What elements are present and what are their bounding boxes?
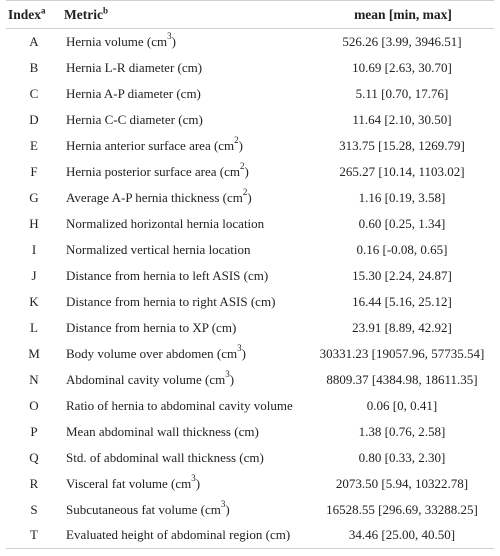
mean-column-header: mean [min, max]	[354, 6, 452, 22]
unit-exponent: 3	[191, 473, 196, 484]
row-metric: Mean abdominal wall thickness (cm)	[66, 423, 259, 439]
row-value: 23.91 [8.89, 42.92]	[352, 319, 452, 335]
row-metric: Body volume over abdomen $(cm^3)$	[66, 343, 246, 361]
row-value: 0.16 [-0.08, 0.65]	[356, 241, 448, 257]
row-metric: Distance from hernia to right ASIS (cm)	[66, 293, 276, 309]
row-index: E	[30, 137, 38, 153]
row-index: J	[31, 267, 37, 283]
table-row	[6, 107, 494, 133]
row-metric: Normalized vertical hernia location	[66, 241, 251, 257]
row-index: A	[29, 33, 39, 49]
row-value: 30331.23 [19057.96, 57735.54]	[319, 345, 485, 361]
table-row	[6, 393, 494, 419]
table-row	[6, 367, 494, 393]
row-metric: Subcutaneous fat volume $(cm^3)$	[66, 499, 230, 517]
row-metric: Hernia anterior surface area $(cm^2)$	[66, 135, 244, 153]
row-value: 34.46 [25.00, 40.50]	[348, 527, 456, 543]
row-index: G	[29, 189, 39, 205]
table-row	[6, 55, 494, 81]
row-value: 1.16 [0.19, 3.58]	[358, 189, 446, 205]
metrics-table	[6, 0, 494, 549]
table-row	[6, 445, 494, 471]
table-row	[6, 237, 494, 263]
row-value: 526.26 [3.99, 3946.51]	[342, 33, 462, 49]
unit-exponent: 3	[225, 369, 230, 380]
metric-footnote-marker: b	[102, 5, 108, 15]
table-row	[6, 289, 494, 315]
row-index: B	[29, 59, 39, 75]
table-row	[6, 523, 494, 549]
row-index: M	[28, 345, 40, 361]
row-index: O	[29, 397, 39, 413]
row-metric: Hernia C-C diameter (cm)	[66, 111, 203, 127]
row-metric: Hernia volume $(cm^3)$	[66, 31, 176, 49]
row-index: D	[29, 111, 39, 127]
row-index: K	[29, 293, 39, 309]
table-row	[6, 263, 494, 289]
row-value: 10.69 [2.63, 30.70]	[352, 59, 452, 75]
table-header-row	[6, 1, 494, 29]
row-index: S	[30, 501, 38, 517]
row-value: 313.75 [15.28, 1269.79]	[339, 137, 465, 153]
row-metric: Hernia L-R diameter (cm)	[66, 59, 203, 75]
index-footnote-marker: a	[41, 5, 46, 15]
row-metric: Evaluated height of abdominal region (cm)	[66, 527, 291, 543]
row-value: 0.60 [0.25, 1.34]	[358, 215, 446, 231]
table-row	[6, 81, 494, 107]
unit-exponent: 3	[167, 31, 172, 42]
row-index: L	[30, 319, 38, 335]
table-row	[6, 419, 494, 445]
row-value: 16.44 [5.16, 25.12]	[352, 293, 452, 309]
table-row	[6, 497, 494, 523]
row-index: Q	[29, 449, 39, 465]
table-row	[6, 315, 494, 341]
row-index: H	[29, 215, 39, 231]
row-value: 1.38 [0.76, 2.58]	[358, 423, 446, 439]
row-index: T	[30, 527, 38, 543]
row-metric: Distance from hernia to left ASIS (cm)	[66, 267, 269, 283]
table-row	[6, 133, 494, 159]
table-row	[6, 341, 494, 367]
index-column-header: Index$^a$	[8, 5, 46, 22]
row-index: F	[30, 163, 38, 179]
row-value: 15.30 [2.24, 24.87]	[352, 267, 452, 283]
row-value: 2073.50 [5.94, 10322.78]	[335, 475, 469, 491]
row-metric: Abdominal cavity volume $(cm^3)$	[66, 369, 235, 387]
row-metric: Ratio of hernia to abdominal cavity volume	[66, 397, 293, 413]
table-row	[6, 471, 494, 497]
table-row	[6, 29, 494, 55]
unit-exponent: 3	[237, 343, 242, 354]
table-row	[6, 211, 494, 237]
row-index: R	[29, 475, 39, 491]
row-metric: Distance from hernia to XP (cm)	[66, 319, 237, 335]
row-value: 11.64 [2.10, 30.50]	[352, 111, 452, 127]
row-metric: Visceral fat volume $(cm^3)$	[66, 473, 201, 491]
row-metric: Average A-P hernia thickness $(cm^2)$	[66, 187, 252, 205]
row-index: N	[29, 371, 39, 387]
row-value: 5.11 [0.70, 17.76]	[355, 85, 449, 101]
row-value: 0.80 [0.33, 2.30]	[358, 449, 446, 465]
unit-exponent: 2	[234, 135, 239, 146]
row-value: 0.06 [0, 0.41]	[366, 397, 438, 413]
row-index: I	[31, 241, 37, 257]
row-index: C	[29, 85, 39, 101]
row-metric: Normalized horizontal hernia location	[66, 215, 265, 231]
unit-exponent: 2	[239, 161, 245, 172]
row-value: 16528.55 [296.69, 33288.25]	[326, 501, 478, 517]
metric-column-header: Metric$^b$	[64, 5, 108, 22]
row-metric: Hernia posterior surface area $(cm^2)$	[66, 161, 249, 179]
unit-exponent: 3	[220, 499, 226, 510]
row-value: 265.27 [10.14, 1103.02]	[339, 163, 465, 179]
row-metric: Std. of abdominal wall thickness (cm)	[66, 449, 264, 465]
row-index: P	[30, 423, 38, 439]
row-value: 8809.37 [4384.98, 18611.35]	[326, 371, 478, 387]
table-row	[6, 159, 494, 185]
table-row	[6, 185, 494, 211]
row-metric: Hernia A-P diameter (cm)	[66, 85, 201, 101]
unit-exponent: 2	[242, 187, 248, 198]
